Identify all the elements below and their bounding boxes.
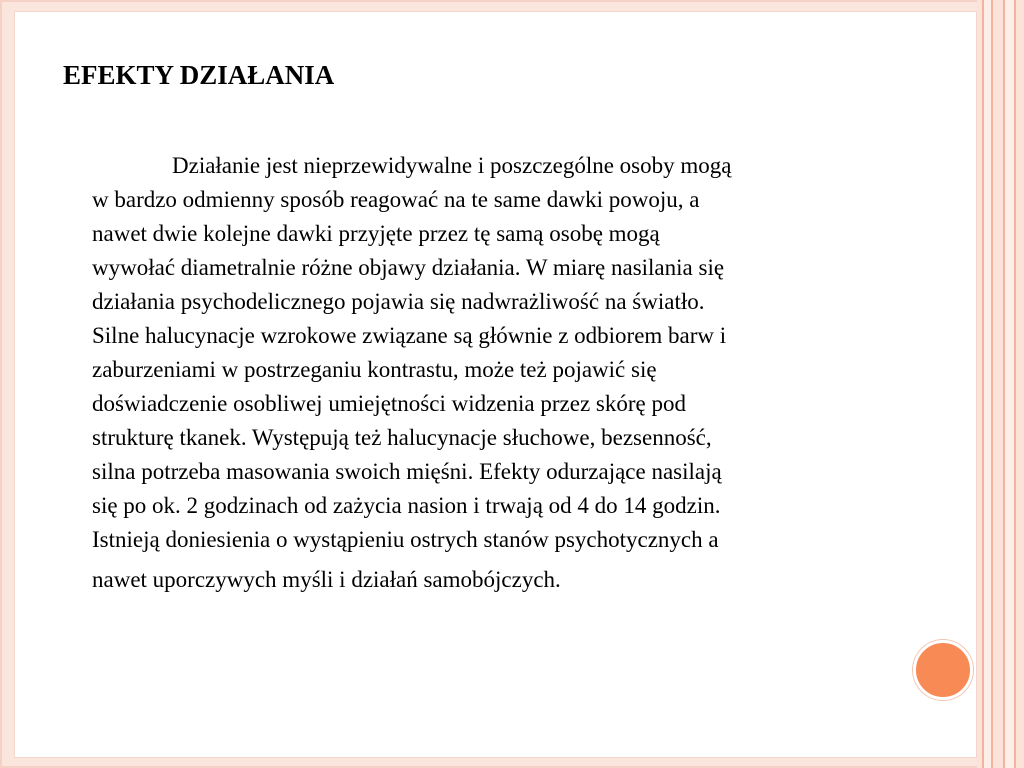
slide-title: EFEKTY DZIAŁANIA <box>63 60 335 90</box>
right-decorative-band <box>1005 0 1014 768</box>
paragraph-line: Istnieją doniesienia o wystąpieniu ostrych stanów psychotycznych a <box>92 527 719 552</box>
right-decorative-band <box>993 0 1003 768</box>
paragraph-line: się po ok. 2 godzinach od zażycia nasion i trwają od 4 do 14 godzin. <box>92 493 721 518</box>
right-decorative-band <box>1016 0 1024 768</box>
paragraph-line: nawet uporczywych myśli i działań samobójczych. <box>92 567 561 592</box>
paragraph-line: silna potrzeba masowania swoich mięśni. Efekty odurzające nasilają <box>92 459 722 484</box>
paragraph-line: doświadczenie osobliwej umiejętności widzenia przez skórę pod <box>92 391 686 416</box>
paragraph-line: strukturę tkanek. Występują też halucynacje słuchowe, bezsenność, <box>92 425 712 450</box>
paragraph-line: w bardzo odmienny sposób reagować na te same dawki powoju, a <box>92 187 700 212</box>
orange-circle-decoration <box>913 640 973 700</box>
paragraph-line: działania psychodelicznego pojawia się nadwrażliwość na światło. <box>92 289 705 314</box>
paragraph-line: Działanie jest nieprzewidywalne i poszczególne osoby mogą <box>172 153 732 178</box>
top-border-strip <box>2 2 977 11</box>
paragraph-line: nawet dwie kolejne dawki przyjęte przez tę samą osobę mogą <box>92 221 660 246</box>
body-paragraph <box>92 149 892 597</box>
paragraph-line: Silne halucynacje wzrokowe związane są głównie z odbiorem barw i <box>92 323 727 348</box>
paragraph-line: zaburzeniami w postrzeganiu kontrastu, może też pojawić się <box>92 357 657 382</box>
paragraph-line: wywołać diametralnie różne objawy działania. W miarę nasilania się <box>92 255 725 280</box>
bottom-border-strip <box>2 758 977 766</box>
right-decorative-band <box>984 0 991 768</box>
left-border-strip <box>2 2 14 766</box>
